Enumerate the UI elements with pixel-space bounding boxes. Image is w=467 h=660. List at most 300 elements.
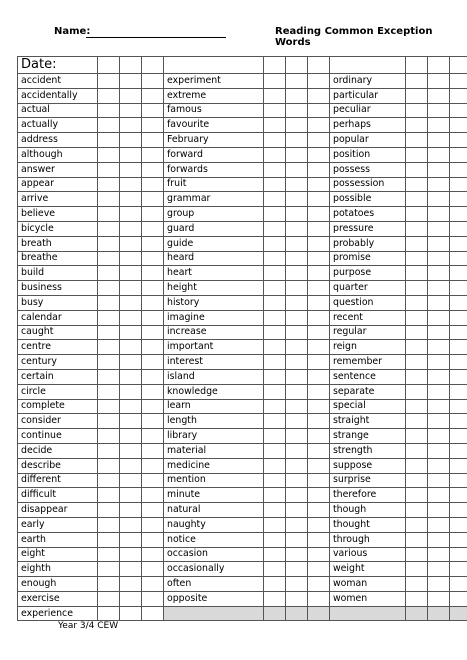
tick-cell[interactable] [406,384,428,399]
tick-cell[interactable] [98,562,120,577]
tick-cell[interactable] [264,325,286,340]
tick-cell[interactable] [308,118,330,133]
tick-cell[interactable] [142,384,164,399]
tick-cell[interactable] [308,310,330,325]
tick-cell[interactable] [406,458,428,473]
tick-cell[interactable] [286,488,308,503]
tick-cell[interactable] [450,88,467,103]
tick-cell[interactable] [428,177,450,192]
tick-cell[interactable] [264,310,286,325]
tick-cell[interactable] [308,606,330,621]
tick-cell[interactable] [286,192,308,207]
tick-cell[interactable] [428,414,450,429]
tick-cell[interactable] [428,443,450,458]
date-tick-cell[interactable] [286,57,308,74]
tick-cell[interactable] [142,577,164,592]
tick-cell[interactable] [308,74,330,89]
tick-cell[interactable] [120,384,142,399]
tick-cell[interactable] [120,606,142,621]
tick-cell[interactable] [142,192,164,207]
tick-cell[interactable] [450,443,467,458]
tick-cell[interactable] [142,325,164,340]
tick-cell[interactable] [406,577,428,592]
tick-cell[interactable] [450,74,467,89]
tick-cell[interactable] [406,310,428,325]
tick-cell[interactable] [406,74,428,89]
tick-cell[interactable] [142,221,164,236]
tick-cell[interactable] [264,488,286,503]
tick-cell[interactable] [406,192,428,207]
tick-cell[interactable] [98,473,120,488]
tick-cell[interactable] [406,133,428,148]
tick-cell[interactable] [98,458,120,473]
tick-cell[interactable] [308,458,330,473]
date-tick-cell[interactable] [264,57,286,74]
tick-cell[interactable] [406,162,428,177]
tick-cell[interactable] [308,236,330,251]
tick-cell[interactable] [450,517,467,532]
tick-cell[interactable] [450,162,467,177]
tick-cell[interactable] [264,577,286,592]
date-tick-cell[interactable] [428,57,450,74]
tick-cell[interactable] [264,133,286,148]
tick-cell[interactable] [120,325,142,340]
tick-cell[interactable] [450,103,467,118]
tick-cell[interactable] [142,147,164,162]
tick-cell[interactable] [120,488,142,503]
tick-cell[interactable] [264,429,286,444]
tick-cell[interactable] [98,88,120,103]
tick-cell[interactable] [120,414,142,429]
tick-cell[interactable] [264,473,286,488]
tick-cell[interactable] [98,251,120,266]
tick-cell[interactable] [98,577,120,592]
tick-cell[interactable] [120,562,142,577]
tick-cell[interactable] [98,384,120,399]
tick-cell[interactable] [286,473,308,488]
tick-cell[interactable] [428,295,450,310]
tick-cell[interactable] [120,192,142,207]
tick-cell[interactable] [264,147,286,162]
tick-cell[interactable] [308,443,330,458]
tick-cell[interactable] [450,399,467,414]
tick-cell[interactable] [142,458,164,473]
tick-cell[interactable] [142,591,164,606]
tick-cell[interactable] [406,177,428,192]
tick-cell[interactable] [406,325,428,340]
tick-cell[interactable] [264,177,286,192]
tick-cell[interactable] [406,532,428,547]
tick-cell[interactable] [308,221,330,236]
tick-cell[interactable] [142,74,164,89]
tick-cell[interactable] [428,147,450,162]
tick-cell[interactable] [450,577,467,592]
tick-cell[interactable] [428,88,450,103]
tick-cell[interactable] [286,325,308,340]
tick-cell[interactable] [308,147,330,162]
tick-cell[interactable] [142,103,164,118]
tick-cell[interactable] [406,281,428,296]
tick-cell[interactable] [286,236,308,251]
tick-cell[interactable] [98,221,120,236]
tick-cell[interactable] [308,266,330,281]
tick-cell[interactable] [450,133,467,148]
tick-cell[interactable] [428,310,450,325]
tick-cell[interactable] [308,473,330,488]
tick-cell[interactable] [120,547,142,562]
tick-cell[interactable] [450,473,467,488]
tick-cell[interactable] [98,192,120,207]
tick-cell[interactable] [98,133,120,148]
tick-cell[interactable] [428,429,450,444]
tick-cell[interactable] [450,488,467,503]
tick-cell[interactable] [428,355,450,370]
tick-cell[interactable] [142,162,164,177]
tick-cell[interactable] [450,606,467,621]
tick-cell[interactable] [286,414,308,429]
tick-cell[interactable] [264,340,286,355]
tick-cell[interactable] [450,207,467,222]
tick-cell[interactable] [308,340,330,355]
tick-cell[interactable] [428,562,450,577]
tick-cell[interactable] [120,591,142,606]
tick-cell[interactable] [120,310,142,325]
tick-cell[interactable] [264,443,286,458]
tick-cell[interactable] [120,295,142,310]
tick-cell[interactable] [142,503,164,518]
tick-cell[interactable] [98,414,120,429]
tick-cell[interactable] [120,517,142,532]
tick-cell[interactable] [120,162,142,177]
tick-cell[interactable] [120,236,142,251]
tick-cell[interactable] [428,458,450,473]
tick-cell[interactable] [98,162,120,177]
tick-cell[interactable] [450,310,467,325]
name-line[interactable] [86,37,226,38]
tick-cell[interactable] [406,503,428,518]
tick-cell[interactable] [286,281,308,296]
tick-cell[interactable] [120,369,142,384]
tick-cell[interactable] [142,310,164,325]
tick-cell[interactable] [450,591,467,606]
tick-cell[interactable] [450,295,467,310]
tick-cell[interactable] [264,355,286,370]
tick-cell[interactable] [450,281,467,296]
tick-cell[interactable] [120,503,142,518]
tick-cell[interactable] [120,118,142,133]
tick-cell[interactable] [98,325,120,340]
tick-cell[interactable] [406,369,428,384]
tick-cell[interactable] [98,310,120,325]
tick-cell[interactable] [120,221,142,236]
tick-cell[interactable] [308,562,330,577]
tick-cell[interactable] [286,562,308,577]
tick-cell[interactable] [428,281,450,296]
tick-cell[interactable] [120,251,142,266]
tick-cell[interactable] [264,591,286,606]
tick-cell[interactable] [142,517,164,532]
tick-cell[interactable] [264,207,286,222]
tick-cell[interactable] [450,325,467,340]
tick-cell[interactable] [308,369,330,384]
tick-cell[interactable] [450,547,467,562]
tick-cell[interactable] [308,133,330,148]
tick-cell[interactable] [264,562,286,577]
tick-cell[interactable] [450,340,467,355]
tick-cell[interactable] [264,547,286,562]
tick-cell[interactable] [264,369,286,384]
tick-cell[interactable] [406,517,428,532]
tick-cell[interactable] [406,399,428,414]
tick-cell[interactable] [308,488,330,503]
tick-cell[interactable] [120,281,142,296]
tick-cell[interactable] [286,429,308,444]
tick-cell[interactable] [308,591,330,606]
tick-cell[interactable] [428,577,450,592]
date-tick-cell[interactable] [308,57,330,74]
tick-cell[interactable] [406,429,428,444]
tick-cell[interactable] [428,133,450,148]
tick-cell[interactable] [428,517,450,532]
tick-cell[interactable] [264,236,286,251]
tick-cell[interactable] [264,399,286,414]
tick-cell[interactable] [264,251,286,266]
tick-cell[interactable] [428,251,450,266]
tick-cell[interactable] [428,236,450,251]
tick-cell[interactable] [98,517,120,532]
tick-cell[interactable] [142,236,164,251]
tick-cell[interactable] [142,207,164,222]
tick-cell[interactable] [98,443,120,458]
tick-cell[interactable] [264,281,286,296]
tick-cell[interactable] [120,399,142,414]
tick-cell[interactable] [450,562,467,577]
tick-cell[interactable] [286,458,308,473]
tick-cell[interactable] [142,118,164,133]
tick-cell[interactable] [450,355,467,370]
tick-cell[interactable] [264,414,286,429]
tick-cell[interactable] [428,207,450,222]
tick-cell[interactable] [308,399,330,414]
tick-cell[interactable] [142,429,164,444]
tick-cell[interactable] [428,192,450,207]
tick-cell[interactable] [98,236,120,251]
tick-cell[interactable] [120,458,142,473]
tick-cell[interactable] [428,547,450,562]
tick-cell[interactable] [142,443,164,458]
tick-cell[interactable] [264,517,286,532]
tick-cell[interactable] [264,221,286,236]
tick-cell[interactable] [142,532,164,547]
date-tick-cell[interactable] [450,57,467,74]
tick-cell[interactable] [286,443,308,458]
tick-cell[interactable] [406,295,428,310]
tick-cell[interactable] [142,355,164,370]
tick-cell[interactable] [308,355,330,370]
tick-cell[interactable] [120,147,142,162]
tick-cell[interactable] [428,488,450,503]
tick-cell[interactable] [286,606,308,621]
tick-cell[interactable] [286,266,308,281]
tick-cell[interactable] [428,606,450,621]
tick-cell[interactable] [120,88,142,103]
tick-cell[interactable] [308,503,330,518]
date-tick-cell[interactable] [142,57,164,74]
tick-cell[interactable] [142,399,164,414]
tick-cell[interactable] [286,118,308,133]
tick-cell[interactable] [406,236,428,251]
tick-cell[interactable] [428,532,450,547]
tick-cell[interactable] [98,281,120,296]
tick-cell[interactable] [406,147,428,162]
tick-cell[interactable] [286,355,308,370]
tick-cell[interactable] [428,399,450,414]
tick-cell[interactable] [406,355,428,370]
tick-cell[interactable] [406,443,428,458]
tick-cell[interactable] [450,266,467,281]
tick-cell[interactable] [428,221,450,236]
tick-cell[interactable] [450,369,467,384]
tick-cell[interactable] [98,147,120,162]
tick-cell[interactable] [98,118,120,133]
tick-cell[interactable] [406,207,428,222]
tick-cell[interactable] [286,384,308,399]
tick-cell[interactable] [286,207,308,222]
tick-cell[interactable] [308,517,330,532]
tick-cell[interactable] [98,606,120,621]
tick-cell[interactable] [286,88,308,103]
tick-cell[interactable] [120,340,142,355]
tick-cell[interactable] [264,503,286,518]
tick-cell[interactable] [308,429,330,444]
tick-cell[interactable] [120,443,142,458]
tick-cell[interactable] [264,458,286,473]
tick-cell[interactable] [286,369,308,384]
tick-cell[interactable] [142,133,164,148]
tick-cell[interactable] [428,473,450,488]
tick-cell[interactable] [98,177,120,192]
tick-cell[interactable] [142,281,164,296]
tick-cell[interactable] [142,340,164,355]
tick-cell[interactable] [98,429,120,444]
tick-cell[interactable] [428,340,450,355]
tick-cell[interactable] [406,251,428,266]
tick-cell[interactable] [142,547,164,562]
tick-cell[interactable] [308,207,330,222]
tick-cell[interactable] [264,118,286,133]
tick-cell[interactable] [286,251,308,266]
tick-cell[interactable] [264,266,286,281]
tick-cell[interactable] [406,473,428,488]
tick-cell[interactable] [406,266,428,281]
tick-cell[interactable] [428,103,450,118]
tick-cell[interactable] [142,369,164,384]
tick-cell[interactable] [142,414,164,429]
tick-cell[interactable] [428,325,450,340]
tick-cell[interactable] [120,177,142,192]
tick-cell[interactable] [450,118,467,133]
tick-cell[interactable] [286,340,308,355]
tick-cell[interactable] [264,295,286,310]
tick-cell[interactable] [98,591,120,606]
tick-cell[interactable] [98,266,120,281]
tick-cell[interactable] [286,147,308,162]
tick-cell[interactable] [142,295,164,310]
tick-cell[interactable] [406,547,428,562]
tick-cell[interactable] [142,88,164,103]
tick-cell[interactable] [450,458,467,473]
tick-cell[interactable] [286,399,308,414]
tick-cell[interactable] [428,162,450,177]
tick-cell[interactable] [406,118,428,133]
tick-cell[interactable] [98,103,120,118]
tick-cell[interactable] [98,488,120,503]
tick-cell[interactable] [450,147,467,162]
tick-cell[interactable] [98,399,120,414]
tick-cell[interactable] [120,207,142,222]
tick-cell[interactable] [286,517,308,532]
tick-cell[interactable] [308,577,330,592]
tick-cell[interactable] [450,251,467,266]
tick-cell[interactable] [406,488,428,503]
tick-cell[interactable] [120,266,142,281]
tick-cell[interactable] [120,133,142,148]
tick-cell[interactable] [308,162,330,177]
tick-cell[interactable] [406,88,428,103]
date-tick-cell[interactable] [406,57,428,74]
tick-cell[interactable] [286,577,308,592]
tick-cell[interactable] [264,192,286,207]
tick-cell[interactable] [308,547,330,562]
date-cell[interactable] [330,57,406,74]
tick-cell[interactable] [406,606,428,621]
tick-cell[interactable] [428,591,450,606]
tick-cell[interactable] [120,577,142,592]
tick-cell[interactable] [264,532,286,547]
tick-cell[interactable] [98,503,120,518]
tick-cell[interactable] [308,532,330,547]
tick-cell[interactable] [142,606,164,621]
tick-cell[interactable] [142,473,164,488]
tick-cell[interactable] [450,429,467,444]
tick-cell[interactable] [406,591,428,606]
tick-cell[interactable] [286,503,308,518]
tick-cell[interactable] [406,221,428,236]
tick-cell[interactable] [98,547,120,562]
tick-cell[interactable] [286,295,308,310]
tick-cell[interactable] [142,266,164,281]
tick-cell[interactable] [286,310,308,325]
tick-cell[interactable] [286,103,308,118]
tick-cell[interactable] [264,74,286,89]
tick-cell[interactable] [142,488,164,503]
tick-cell[interactable] [120,473,142,488]
tick-cell[interactable] [98,340,120,355]
tick-cell[interactable] [428,369,450,384]
tick-cell[interactable] [428,384,450,399]
tick-cell[interactable] [120,74,142,89]
tick-cell[interactable] [406,562,428,577]
tick-cell[interactable] [450,503,467,518]
tick-cell[interactable] [264,606,286,621]
tick-cell[interactable] [450,192,467,207]
tick-cell[interactable] [286,221,308,236]
tick-cell[interactable] [142,562,164,577]
tick-cell[interactable] [308,384,330,399]
tick-cell[interactable] [286,177,308,192]
tick-cell[interactable] [98,295,120,310]
tick-cell[interactable] [142,251,164,266]
